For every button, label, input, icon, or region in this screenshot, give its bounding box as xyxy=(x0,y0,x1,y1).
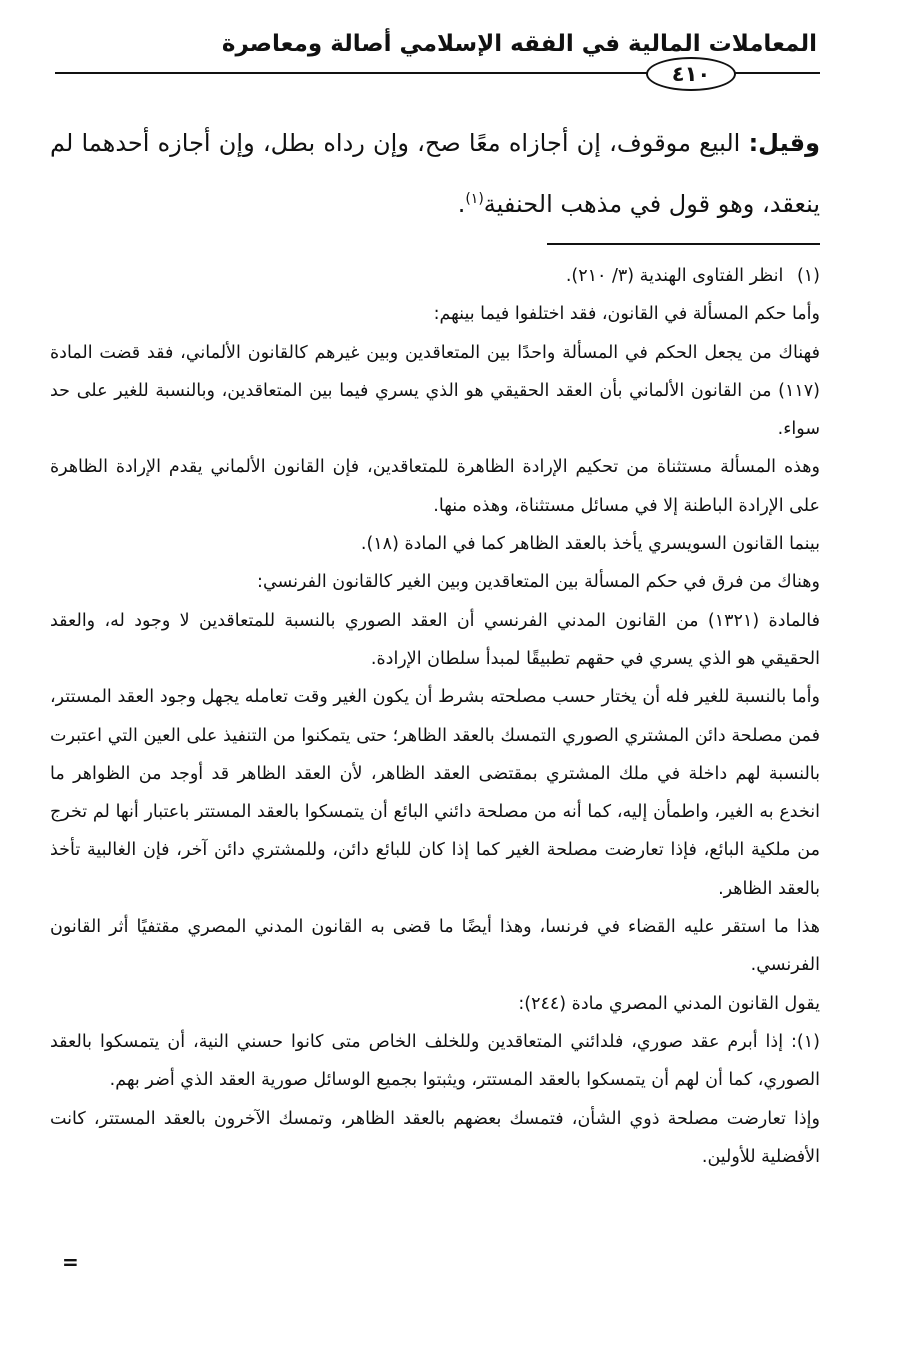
footnote-paragraph: يقول القانون المدني المصري مادة (٢٤٤): xyxy=(518,993,820,1014)
footnote-paragraph: وهناك من فرق في حكم المسألة بين المتعاقدين وبين الغير كالقانون الفرنسي: xyxy=(257,572,820,593)
footnote-paragraph: هذا ما استقر عليه القضاء في فرنسا، وهذا أيضًا ما قضى به القانون المدني المصري مقتفيًا أثر القانون الفرنسي. xyxy=(50,917,820,976)
footnote-paragraph: وهذه المسألة مستثناة من تحكيم الإرادة الظاهرة للمتعاقدين، فإن القانون الألماني يقدم الإرادة الظاهرة على الإرادة الباطنة إلا في مسائل مستثناة، وهذه منها. xyxy=(50,457,820,516)
body-text: البيع موقوف، إن أجازاه معًا صح، وإن رداه بطل، وإن أجازه أحدهما لم ينعقد، وهو قول في مذهب الحنفية xyxy=(50,129,820,218)
footnote-citation: انظر الفتاوى الهندية (٣/ ٢١٠). xyxy=(565,266,784,286)
footnote-paragraph: فهناك من يجعل الحكم في المسألة واحدًا بين المتعاقدين وبين غيرهم كالقانون الألماني، فقد قضت المادة (١١٧) من القانون الألماني بأن العقد الحقيقي هو الذي يسري فيما بين المتعاقدين، وبالنسبة للغير على حد سواء. xyxy=(50,342,820,440)
footnote-paragraph: فالمادة (١٣٢١) من القانون المدني الفرنسي أن العقد الصوري بالنسبة للمتعاقدين لا وجود له، والعقد الحقيقي هو الذي يسري في حقهم تطبيقًا لمبدأ سلطان الإرادة. xyxy=(50,610,820,669)
footnotes xyxy=(50,257,820,1176)
running-title: المعاملات المالية في الفقه الإسلامي أصالة ومعاصرة xyxy=(221,31,817,57)
footnote-reference: (١) xyxy=(465,191,484,207)
footnote-paragraph: بينما القانون السويسري يأخذ بالعقد الظاهر كما في المادة (١٨). xyxy=(360,534,820,555)
lead-word: وقيل: xyxy=(748,129,821,157)
footnote-separator xyxy=(547,243,820,245)
continuation-mark: = xyxy=(62,1250,79,1274)
footnote-paragraph: وإذا تعارضت مصلحة ذوي الشأن، فتمسك بعضهم بالعقد الظاهر، وتمسك الآخرون بالعقد المستتر، كانت الأفضلية للأولين. xyxy=(50,1108,820,1167)
page-number: ٤١٠ xyxy=(646,57,736,91)
footnote-citation-line xyxy=(50,257,820,295)
footnote-paragraph: (١): إذا أبرم عقد صوري، فلدائني المتعاقدين وللخلف الخاص متى كانوا حسني النية، أن يتمسكوا بالعقد الصوري، كما أن لهم أن يتمسكوا بالعقد المستتر، ويثبتوا بجميع الوسائل صورية العقد الذي أضر بهم. xyxy=(50,1031,820,1091)
footnote-paragraph: وأما بالنسبة للغير فله أن يختار حسب مصلحته بشرط أن يكون الغير وقت تعامله يجهل وجود العقد المستتر، فمن مصلحة دائن المشتري الصوري التمسك بالعقد الظاهر؛ حتى يتمكنوا من التنفيذ على العين التي اعتبرت بالنسبة لهم داخلة في ملك المشتري بمقتضى العقد الظاهر، لأن العقد الظاهر قد أوجد من الظواهر ما انخدع به الغير، واطمأن إليه، كما أنه من مصلحة دائني البائع أن يتمسكوا بالعقد المستتر باعتبار أنها لم تخرج من ملكية البائع، فإذا تعارضت مصلحة الغير كما إذا كان للبائع دائن، وللمشتري دائن آخر، فإن الغالبية تأخذ بالعقد الظاهر. xyxy=(50,687,820,899)
footnote-paragraph: وأما حكم المسألة في القانون، فقد اختلفوا فيما بينهم: xyxy=(433,304,820,325)
end-punctuation: . xyxy=(457,190,466,218)
footnote-marker: (١) xyxy=(796,266,820,286)
main-text xyxy=(50,115,820,232)
